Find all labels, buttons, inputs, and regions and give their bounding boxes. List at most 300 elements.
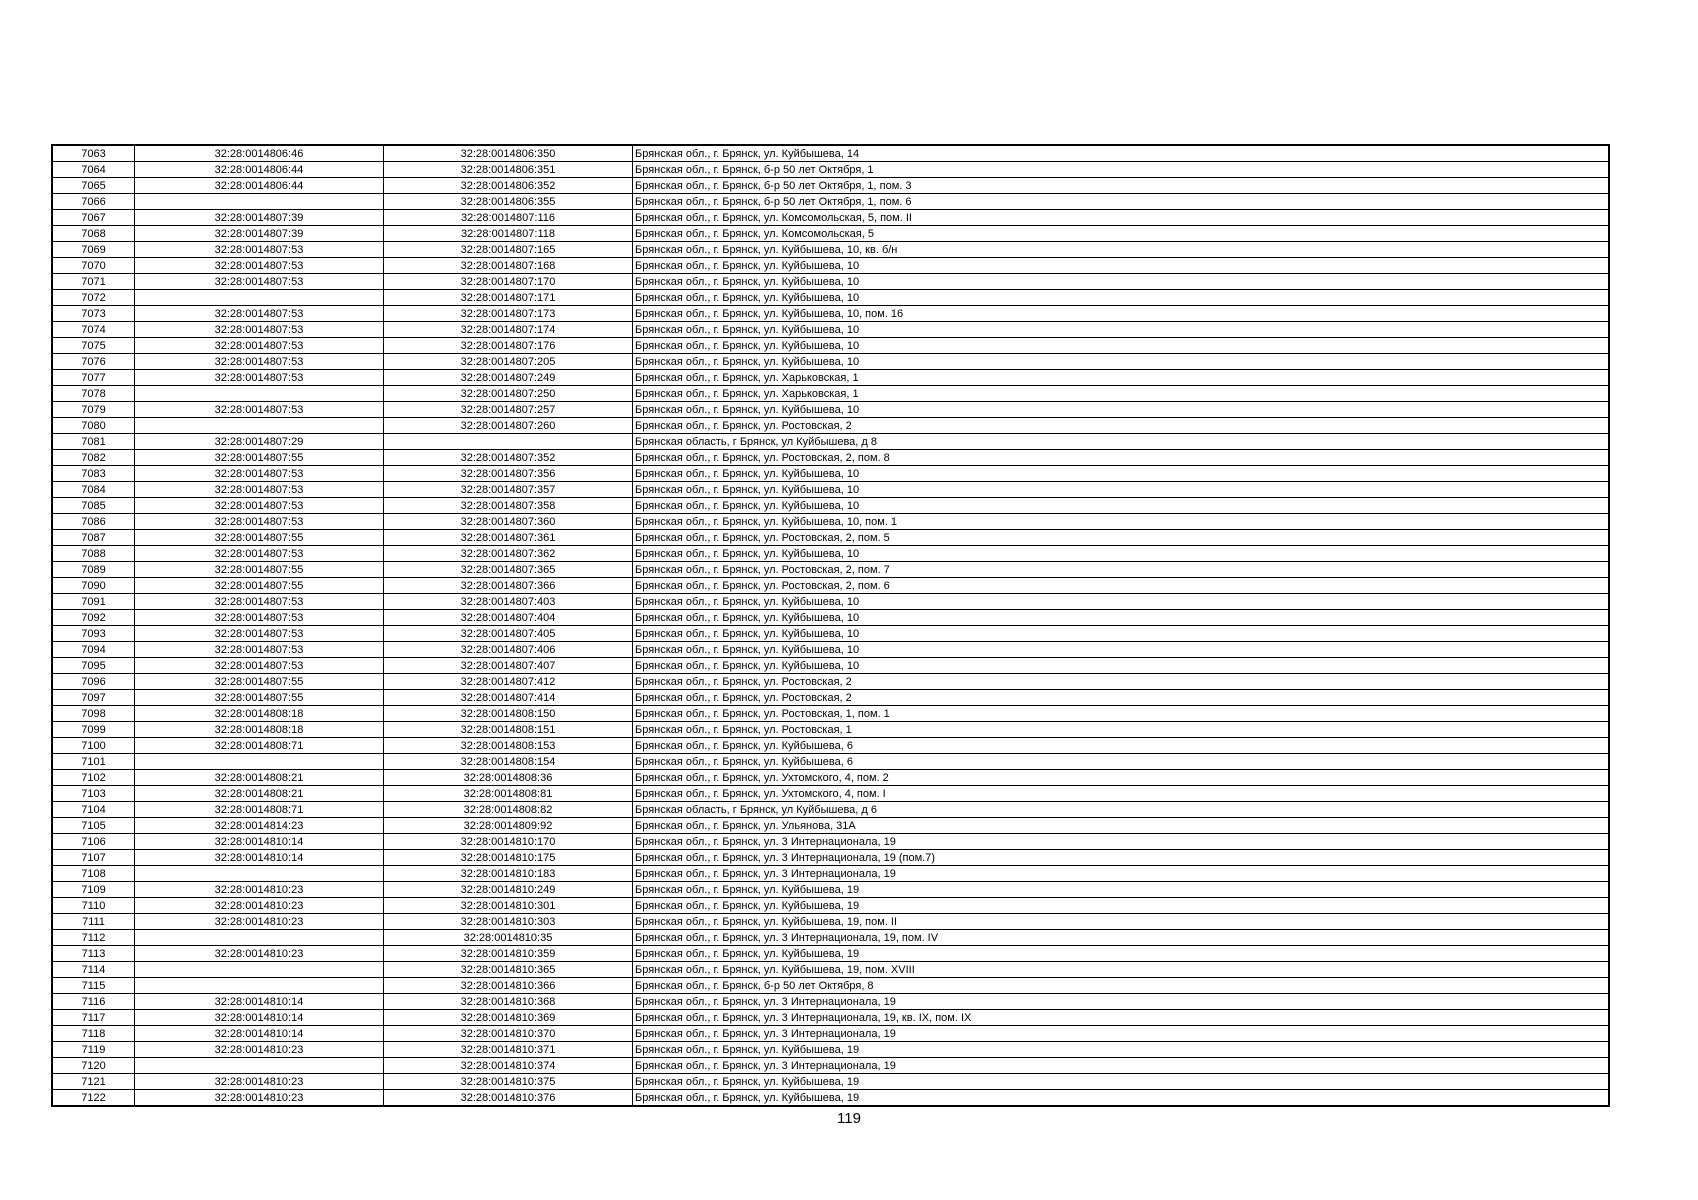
- row-number-cell: 7076: [53, 354, 135, 370]
- address-cell: Брянская обл., г. Брянск, ул. Комсомольская, 5, пом. II: [633, 210, 1609, 226]
- row-number-cell: 7103: [53, 786, 135, 802]
- table-row: [53, 626, 1609, 642]
- table-row: [53, 978, 1609, 994]
- address-cell: Брянская обл., г. Брянск, ул. 3 Интернационала, 19: [633, 1026, 1609, 1042]
- object-cadastral-number-cell: 32:28:0014810:369: [384, 1010, 633, 1026]
- address-cell: Брянская обл., г. Брянск, ул. Ростовская, 2, пом. 6: [633, 578, 1609, 594]
- address-cell: Брянская обл., г. Брянск, ул. 3 Интернационала, 19, кв. IX, пом. IX: [633, 1010, 1609, 1026]
- row-number-cell: 7066: [53, 194, 135, 210]
- land-cadastral-number-cell: 32:28:0014806:44: [135, 162, 384, 178]
- row-number-cell: 7102: [53, 770, 135, 786]
- address-cell: Брянская обл., г. Брянск, ул. Куйбышева, 6: [633, 754, 1609, 770]
- land-cadastral-number-cell: 32:28:0014810:14: [135, 1026, 384, 1042]
- row-number-cell: 7085: [53, 498, 135, 514]
- table-row: [53, 674, 1609, 690]
- page-number: 119: [837, 1110, 861, 1127]
- row-number-cell: 7069: [53, 242, 135, 258]
- table-row: [53, 466, 1609, 482]
- object-cadastral-number-cell: 32:28:0014807:352: [384, 450, 633, 466]
- address-cell: Брянская обл., г. Брянск, ул. Куйбышева, 10: [633, 354, 1609, 370]
- table-row: [53, 930, 1609, 946]
- object-cadastral-number-cell: 32:28:0014810:371: [384, 1042, 633, 1058]
- object-cadastral-number-cell: 32:28:0014807:404: [384, 610, 633, 626]
- address-cell: Брянская обл., г. Брянск, ул. Ростовская, 2: [633, 690, 1609, 706]
- object-cadastral-number-cell: 32:28:0014810:365: [384, 962, 633, 978]
- table-row: [53, 658, 1609, 674]
- row-number-cell: 7113: [53, 946, 135, 962]
- row-number-cell: 7078: [53, 386, 135, 402]
- table-row: [53, 1058, 1609, 1074]
- object-cadastral-number-cell: [384, 434, 633, 450]
- table-row: [53, 578, 1609, 594]
- table-row: [53, 722, 1609, 738]
- land-cadastral-number-cell: 32:28:0014807:53: [135, 658, 384, 674]
- object-cadastral-number-cell: 32:28:0014807:249: [384, 370, 633, 386]
- object-cadastral-number-cell: 32:28:0014810:368: [384, 994, 633, 1010]
- land-cadastral-number-cell: 32:28:0014807:53: [135, 466, 384, 482]
- land-cadastral-number-cell: [135, 1058, 384, 1074]
- object-cadastral-number-cell: 32:28:0014806:352: [384, 178, 633, 194]
- land-cadastral-number-cell: [135, 418, 384, 434]
- land-cadastral-number-cell: 32:28:0014807:53: [135, 258, 384, 274]
- object-cadastral-number-cell: 32:28:0014807:174: [384, 322, 633, 338]
- address-cell: Брянская обл., г. Брянск, ул. Куйбышева, 10: [633, 466, 1609, 482]
- row-number-cell: 7082: [53, 450, 135, 466]
- table-row: [53, 482, 1609, 498]
- object-cadastral-number-cell: 32:28:0014807:205: [384, 354, 633, 370]
- row-number-cell: 7095: [53, 658, 135, 674]
- row-number-cell: 7100: [53, 738, 135, 754]
- object-cadastral-number-cell: 32:28:0014810:303: [384, 914, 633, 930]
- object-cadastral-number-cell: 32:28:0014810:376: [384, 1090, 633, 1106]
- object-cadastral-number-cell: 32:28:0014810:366: [384, 978, 633, 994]
- table-row: [53, 450, 1609, 466]
- row-number-cell: 7088: [53, 546, 135, 562]
- address-cell: Брянская обл., г. Брянск, ул. Ростовская, 1: [633, 722, 1609, 738]
- table-row: [53, 1026, 1609, 1042]
- land-cadastral-number-cell: 32:28:0014808:18: [135, 706, 384, 722]
- object-cadastral-number-cell: 32:28:0014807:257: [384, 402, 633, 418]
- land-cadastral-number-cell: [135, 290, 384, 306]
- table-row: [53, 146, 1609, 162]
- address-cell: Брянская обл., г. Брянск, ул. Куйбышева, 14: [633, 146, 1609, 162]
- object-cadastral-number-cell: 32:28:0014807:361: [384, 530, 633, 546]
- table-row: [53, 706, 1609, 722]
- row-number-cell: 7086: [53, 514, 135, 530]
- row-number-cell: 7111: [53, 914, 135, 930]
- land-cadastral-number-cell: [135, 978, 384, 994]
- row-number-cell: 7114: [53, 962, 135, 978]
- table-row: [53, 210, 1609, 226]
- address-cell: Брянская обл., г. Брянск, ул. Куйбышева, 19, пом. XVIII: [633, 962, 1609, 978]
- table-row: [53, 162, 1609, 178]
- object-cadastral-number-cell: 32:28:0014807:356: [384, 466, 633, 482]
- address-cell: Брянская обл., г. Брянск, ул. Куйбышева, 10: [633, 498, 1609, 514]
- table-row: [53, 242, 1609, 258]
- object-cadastral-number-cell: 32:28:0014807:118: [384, 226, 633, 242]
- object-cadastral-number-cell: 32:28:0014807:412: [384, 674, 633, 690]
- row-number-cell: 7104: [53, 802, 135, 818]
- address-cell: Брянская обл., г. Брянск, ул. Ростовская, 2, пом. 8: [633, 450, 1609, 466]
- table-row: [53, 546, 1609, 562]
- land-cadastral-number-cell: 32:28:0014807:55: [135, 530, 384, 546]
- row-number-cell: 7122: [53, 1090, 135, 1106]
- table-row: [53, 882, 1609, 898]
- object-cadastral-number-cell: 32:28:0014808:153: [384, 738, 633, 754]
- address-cell: Брянская обл., г. Брянск, ул. Куйбышева, 10: [633, 546, 1609, 562]
- table-row: [53, 370, 1609, 386]
- row-number-cell: 7120: [53, 1058, 135, 1074]
- address-cell: Брянская обл., г. Брянск, ул. Ростовская, 2: [633, 418, 1609, 434]
- land-cadastral-number-cell: 32:28:0014810:23: [135, 898, 384, 914]
- row-number-cell: 7108: [53, 866, 135, 882]
- table-row: [53, 754, 1609, 770]
- address-cell: Брянская обл., г. Брянск, ул. 3 Интернационала, 19: [633, 834, 1609, 850]
- row-number-cell: 7105: [53, 818, 135, 834]
- object-cadastral-number-cell: 32:28:0014807:357: [384, 482, 633, 498]
- table-row: [53, 322, 1609, 338]
- row-number-cell: 7109: [53, 882, 135, 898]
- land-cadastral-number-cell: 32:28:0014807:55: [135, 690, 384, 706]
- row-number-cell: 7071: [53, 274, 135, 290]
- address-cell: Брянская обл., г. Брянск, ул. Харьковская, 1: [633, 370, 1609, 386]
- table-row: [53, 1074, 1609, 1090]
- address-cell: Брянская обл., г. Брянск, ул. Куйбышева, 10: [633, 642, 1609, 658]
- land-cadastral-number-cell: 32:28:0014808:21: [135, 770, 384, 786]
- row-number-cell: 7117: [53, 1010, 135, 1026]
- address-cell: Брянская обл., г. Брянск, ул. 3 Интернационала, 19: [633, 1058, 1609, 1074]
- row-number-cell: 7073: [53, 306, 135, 322]
- object-cadastral-number-cell: 32:28:0014807:414: [384, 690, 633, 706]
- object-cadastral-number-cell: 32:28:0014810:35: [384, 930, 633, 946]
- address-cell: Брянская обл., г. Брянск, ул. Куйбышева, 19: [633, 946, 1609, 962]
- address-cell: Брянская обл., г. Брянск, ул. Куйбышева, 19: [633, 882, 1609, 898]
- address-cell: Брянская обл., г. Брянск, ул. Харьковская, 1: [633, 386, 1609, 402]
- land-cadastral-number-cell: 32:28:0014807:53: [135, 338, 384, 354]
- object-cadastral-number-cell: 32:28:0014810:375: [384, 1074, 633, 1090]
- land-cadastral-number-cell: 32:28:0014807:53: [135, 306, 384, 322]
- object-cadastral-number-cell: 32:28:0014807:365: [384, 562, 633, 578]
- object-cadastral-number-cell: 32:28:0014810:249: [384, 882, 633, 898]
- table-row: [53, 1042, 1609, 1058]
- object-cadastral-number-cell: 32:28:0014807:176: [384, 338, 633, 354]
- table-row: [53, 818, 1609, 834]
- land-cadastral-number-cell: 32:28:0014807:53: [135, 498, 384, 514]
- land-cadastral-number-cell: 32:28:0014807:53: [135, 626, 384, 642]
- land-cadastral-number-cell: 32:28:0014810:23: [135, 1074, 384, 1090]
- land-cadastral-number-cell: 32:28:0014807:53: [135, 594, 384, 610]
- land-cadastral-number-cell: 32:28:0014808:71: [135, 802, 384, 818]
- address-cell: Брянская обл., г. Брянск, ул. Куйбышева, 19: [633, 1074, 1609, 1090]
- address-cell: Брянская обл., г. Брянск, ул. 3 Интернационала, 19: [633, 866, 1609, 882]
- address-cell: Брянская обл., г. Брянск, ул. Куйбышева, 19, пом. II: [633, 914, 1609, 930]
- table-row: [53, 226, 1609, 242]
- object-cadastral-number-cell: 32:28:0014807:403: [384, 594, 633, 610]
- address-cell: Брянская обл., г. Брянск, ул. Куйбышева, 19: [633, 898, 1609, 914]
- address-cell: Брянская обл., г. Брянск, ул. 3 Интернационала, 19: [633, 994, 1609, 1010]
- address-cell: Брянская обл., г. Брянск, ул. Куйбышева, 19: [633, 1042, 1609, 1058]
- address-cell: Брянская обл., г. Брянск, ул. Куйбышева, 19: [633, 1090, 1609, 1106]
- land-cadastral-number-cell: 32:28:0014810:23: [135, 914, 384, 930]
- land-cadastral-number-cell: 32:28:0014807:53: [135, 354, 384, 370]
- address-cell: Брянская обл., г. Брянск, ул. Куйбышева, 10, пом. 16: [633, 306, 1609, 322]
- address-cell: Брянская обл., г. Брянск, ул. Ухтомского, 4, пом. I: [633, 786, 1609, 802]
- address-cell: Брянская обл., г. Брянск, ул. Куйбышева, 10: [633, 594, 1609, 610]
- row-number-cell: 7065: [53, 178, 135, 194]
- table-row: [53, 962, 1609, 978]
- address-cell: Брянская обл., г. Брянск, ул. Ростовская, 2: [633, 674, 1609, 690]
- address-cell: Брянская обл., г. Брянск, ул. Ухтомского, 4, пом. 2: [633, 770, 1609, 786]
- object-cadastral-number-cell: 32:28:0014806:351: [384, 162, 633, 178]
- table-row: [53, 690, 1609, 706]
- address-cell: Брянская обл., г. Брянск, ул. Ростовская, 2, пом. 5: [633, 530, 1609, 546]
- table-row: [53, 402, 1609, 418]
- object-cadastral-number-cell: 32:28:0014807:170: [384, 274, 633, 290]
- object-cadastral-number-cell: 32:28:0014808:151: [384, 722, 633, 738]
- object-cadastral-number-cell: 32:28:0014808:82: [384, 802, 633, 818]
- address-cell: Брянская обл., г. Брянск, ул. Комсомольская, 5: [633, 226, 1609, 242]
- row-number-cell: 7064: [53, 162, 135, 178]
- table-row: [53, 850, 1609, 866]
- land-cadastral-number-cell: 32:28:0014807:53: [135, 370, 384, 386]
- row-number-cell: 7099: [53, 722, 135, 738]
- table-row: [53, 610, 1609, 626]
- table-row: [53, 274, 1609, 290]
- object-cadastral-number-cell: 32:28:0014807:360: [384, 514, 633, 530]
- table-row: [53, 530, 1609, 546]
- registry-table: [52, 145, 1609, 1106]
- row-number-cell: 7092: [53, 610, 135, 626]
- table-row: [53, 498, 1609, 514]
- table-row: [53, 1010, 1609, 1026]
- object-cadastral-number-cell: 32:28:0014807:116: [384, 210, 633, 226]
- land-cadastral-number-cell: 32:28:0014814:23: [135, 818, 384, 834]
- land-cadastral-number-cell: [135, 866, 384, 882]
- address-cell: Брянская обл., г. Брянск, ул. Ульянова, 31А: [633, 818, 1609, 834]
- object-cadastral-number-cell: 32:28:0014807:405: [384, 626, 633, 642]
- table-row: [53, 386, 1609, 402]
- land-cadastral-number-cell: 32:28:0014807:55: [135, 578, 384, 594]
- land-cadastral-number-cell: [135, 930, 384, 946]
- table-row: [53, 834, 1609, 850]
- address-cell: Брянская обл., г. Брянск, ул. 3 Интернационала, 19, пом. IV: [633, 930, 1609, 946]
- address-cell: Брянская обл., г. Брянск, ул. 3 Интернационала, 19 (пом.7): [633, 850, 1609, 866]
- land-cadastral-number-cell: 32:28:0014807:29: [135, 434, 384, 450]
- land-cadastral-number-cell: 32:28:0014810:23: [135, 946, 384, 962]
- land-cadastral-number-cell: 32:28:0014810:14: [135, 1010, 384, 1026]
- table-row: [53, 194, 1609, 210]
- object-cadastral-number-cell: 32:28:0014807:173: [384, 306, 633, 322]
- row-number-cell: 7091: [53, 594, 135, 610]
- object-cadastral-number-cell: 32:28:0014807:250: [384, 386, 633, 402]
- row-number-cell: 7068: [53, 226, 135, 242]
- row-number-cell: 7067: [53, 210, 135, 226]
- land-cadastral-number-cell: 32:28:0014806:46: [135, 146, 384, 162]
- row-number-cell: 7106: [53, 834, 135, 850]
- object-cadastral-number-cell: 32:28:0014809:92: [384, 818, 633, 834]
- table-row: [53, 354, 1609, 370]
- object-cadastral-number-cell: 32:28:0014807:358: [384, 498, 633, 514]
- land-cadastral-number-cell: 32:28:0014810:23: [135, 1090, 384, 1106]
- land-cadastral-number-cell: 32:28:0014808:21: [135, 786, 384, 802]
- address-cell: Брянская область, г Брянск, ул Куйбышева, д 6: [633, 802, 1609, 818]
- row-number-cell: 7119: [53, 1042, 135, 1058]
- row-number-cell: 7079: [53, 402, 135, 418]
- table-row: [53, 514, 1609, 530]
- table-row: [53, 418, 1609, 434]
- row-number-cell: 7101: [53, 754, 135, 770]
- object-cadastral-number-cell: 32:28:0014810:370: [384, 1026, 633, 1042]
- object-cadastral-number-cell: 32:28:0014810:359: [384, 946, 633, 962]
- table-row: [53, 258, 1609, 274]
- table-row: [53, 802, 1609, 818]
- row-number-cell: 7077: [53, 370, 135, 386]
- land-cadastral-number-cell: [135, 194, 384, 210]
- object-cadastral-number-cell: 32:28:0014808:150: [384, 706, 633, 722]
- row-number-cell: 7110: [53, 898, 135, 914]
- table-row: [53, 642, 1609, 658]
- object-cadastral-number-cell: 32:28:0014807:171: [384, 290, 633, 306]
- table-row: [53, 338, 1609, 354]
- land-cadastral-number-cell: 32:28:0014807:53: [135, 242, 384, 258]
- address-cell: Брянская обл., г. Брянск, ул. Куйбышева, 10, кв. б/н: [633, 242, 1609, 258]
- object-cadastral-number-cell: 32:28:0014807:407: [384, 658, 633, 674]
- address-cell: Брянская область, г Брянск, ул Куйбышева, д 8: [633, 434, 1609, 450]
- table-row: [53, 946, 1609, 962]
- row-number-cell: 7094: [53, 642, 135, 658]
- object-cadastral-number-cell: 32:28:0014808:81: [384, 786, 633, 802]
- address-cell: Брянская обл., г. Брянск, б-р 50 лет Октября, 1: [633, 162, 1609, 178]
- land-cadastral-number-cell: 32:28:0014807:53: [135, 546, 384, 562]
- address-cell: Брянская обл., г. Брянск, ул. Ростовская, 2, пом. 7: [633, 562, 1609, 578]
- row-number-cell: 7112: [53, 930, 135, 946]
- land-cadastral-number-cell: 32:28:0014806:44: [135, 178, 384, 194]
- object-cadastral-number-cell: 32:28:0014807:260: [384, 418, 633, 434]
- object-cadastral-number-cell: 32:28:0014810:374: [384, 1058, 633, 1074]
- address-cell: Брянская обл., г. Брянск, ул. Куйбышева, 10: [633, 290, 1609, 306]
- address-cell: Брянская обл., г. Брянск, б-р 50 лет Октября, 8: [633, 978, 1609, 994]
- row-number-cell: 7097: [53, 690, 135, 706]
- object-cadastral-number-cell: 32:28:0014806:350: [384, 146, 633, 162]
- row-number-cell: 7096: [53, 674, 135, 690]
- table-row: [53, 1090, 1609, 1106]
- table-row: [53, 786, 1609, 802]
- land-cadastral-number-cell: 32:28:0014807:53: [135, 514, 384, 530]
- table-row: [53, 290, 1609, 306]
- land-cadastral-number-cell: 32:28:0014808:71: [135, 738, 384, 754]
- address-cell: Брянская обл., г. Брянск, ул. Куйбышева, 10, пом. 1: [633, 514, 1609, 530]
- address-cell: Брянская обл., г. Брянск, ул. Куйбышева, 6: [633, 738, 1609, 754]
- land-cadastral-number-cell: 32:28:0014810:14: [135, 850, 384, 866]
- row-number-cell: 7107: [53, 850, 135, 866]
- object-cadastral-number-cell: 32:28:0014810:170: [384, 834, 633, 850]
- row-number-cell: 7115: [53, 978, 135, 994]
- land-cadastral-number-cell: 32:28:0014807:55: [135, 562, 384, 578]
- address-cell: Брянская обл., г. Брянск, ул. Куйбышева, 10: [633, 658, 1609, 674]
- table-row: [53, 866, 1609, 882]
- object-cadastral-number-cell: 32:28:0014807:165: [384, 242, 633, 258]
- object-cadastral-number-cell: 32:28:0014807:406: [384, 642, 633, 658]
- row-number-cell: 7074: [53, 322, 135, 338]
- row-number-cell: 7093: [53, 626, 135, 642]
- land-cadastral-number-cell: 32:28:0014808:18: [135, 722, 384, 738]
- table-row: [53, 994, 1609, 1010]
- land-cadastral-number-cell: 32:28:0014807:53: [135, 322, 384, 338]
- row-number-cell: 7090: [53, 578, 135, 594]
- address-cell: Брянская обл., г. Брянск, ул. Куйбышева, 10: [633, 258, 1609, 274]
- land-cadastral-number-cell: 32:28:0014807:55: [135, 674, 384, 690]
- land-cadastral-number-cell: 32:28:0014807:53: [135, 482, 384, 498]
- address-cell: Брянская обл., г. Брянск, ул. Куйбышева, 10: [633, 322, 1609, 338]
- object-cadastral-number-cell: 32:28:0014808:36: [384, 770, 633, 786]
- land-cadastral-number-cell: 32:28:0014807:53: [135, 402, 384, 418]
- table-row: [53, 562, 1609, 578]
- address-cell: Брянская обл., г. Брянск, ул. Куйбышева, 10: [633, 338, 1609, 354]
- row-number-cell: 7070: [53, 258, 135, 274]
- table-row: [53, 306, 1609, 322]
- table-row: [53, 898, 1609, 914]
- table-row: [53, 594, 1609, 610]
- row-number-cell: 7080: [53, 418, 135, 434]
- table-row: [53, 770, 1609, 786]
- land-cadastral-number-cell: 32:28:0014810:23: [135, 1042, 384, 1058]
- table-row: [53, 914, 1609, 930]
- object-cadastral-number-cell: 32:28:0014807:362: [384, 546, 633, 562]
- address-cell: Брянская обл., г. Брянск, ул. Куйбышева, 10: [633, 626, 1609, 642]
- land-cadastral-number-cell: [135, 962, 384, 978]
- row-number-cell: 7081: [53, 434, 135, 450]
- row-number-cell: 7121: [53, 1074, 135, 1090]
- row-number-cell: 7118: [53, 1026, 135, 1042]
- land-cadastral-number-cell: 32:28:0014807:53: [135, 610, 384, 626]
- object-cadastral-number-cell: 32:28:0014810:175: [384, 850, 633, 866]
- row-number-cell: 7063: [53, 146, 135, 162]
- row-number-cell: 7083: [53, 466, 135, 482]
- address-cell: Брянская обл., г. Брянск, ул. Куйбышева, 10: [633, 482, 1609, 498]
- address-cell: Брянская обл., г. Брянск, ул. Куйбышева, 10: [633, 402, 1609, 418]
- object-cadastral-number-cell: 32:28:0014806:355: [384, 194, 633, 210]
- table-row: [53, 434, 1609, 450]
- land-cadastral-number-cell: 32:28:0014810:14: [135, 994, 384, 1010]
- address-cell: Брянская обл., г. Брянск, ул. Ростовская, 1, пом. 1: [633, 706, 1609, 722]
- land-cadastral-number-cell: [135, 386, 384, 402]
- row-number-cell: 7116: [53, 994, 135, 1010]
- object-cadastral-number-cell: 32:28:0014810:183: [384, 866, 633, 882]
- row-number-cell: 7087: [53, 530, 135, 546]
- land-cadastral-number-cell: 32:28:0014810:14: [135, 834, 384, 850]
- row-number-cell: 7075: [53, 338, 135, 354]
- row-number-cell: 7072: [53, 290, 135, 306]
- object-cadastral-number-cell: 32:28:0014810:301: [384, 898, 633, 914]
- row-number-cell: 7098: [53, 706, 135, 722]
- address-cell: Брянская обл., г. Брянск, ул. Куйбышева, 10: [633, 610, 1609, 626]
- object-cadastral-number-cell: 32:28:0014808:154: [384, 754, 633, 770]
- object-cadastral-number-cell: 32:28:0014807:366: [384, 578, 633, 594]
- row-number-cell: 7089: [53, 562, 135, 578]
- address-cell: Брянская обл., г. Брянск, б-р 50 лет Октября, 1, пом. 6: [633, 194, 1609, 210]
- land-cadastral-number-cell: 32:28:0014807:53: [135, 274, 384, 290]
- land-cadastral-number-cell: 32:28:0014807:55: [135, 450, 384, 466]
- land-cadastral-number-cell: 32:28:0014807:39: [135, 210, 384, 226]
- registry-table-body: [53, 146, 1609, 1106]
- address-cell: Брянская обл., г. Брянск, б-р 50 лет Октября, 1, пом. 3: [633, 178, 1609, 194]
- land-cadastral-number-cell: [135, 754, 384, 770]
- table-row: [53, 738, 1609, 754]
- land-cadastral-number-cell: 32:28:0014807:39: [135, 226, 384, 242]
- row-number-cell: 7084: [53, 482, 135, 498]
- table-row: [53, 178, 1609, 194]
- land-cadastral-number-cell: 32:28:0014807:53: [135, 642, 384, 658]
